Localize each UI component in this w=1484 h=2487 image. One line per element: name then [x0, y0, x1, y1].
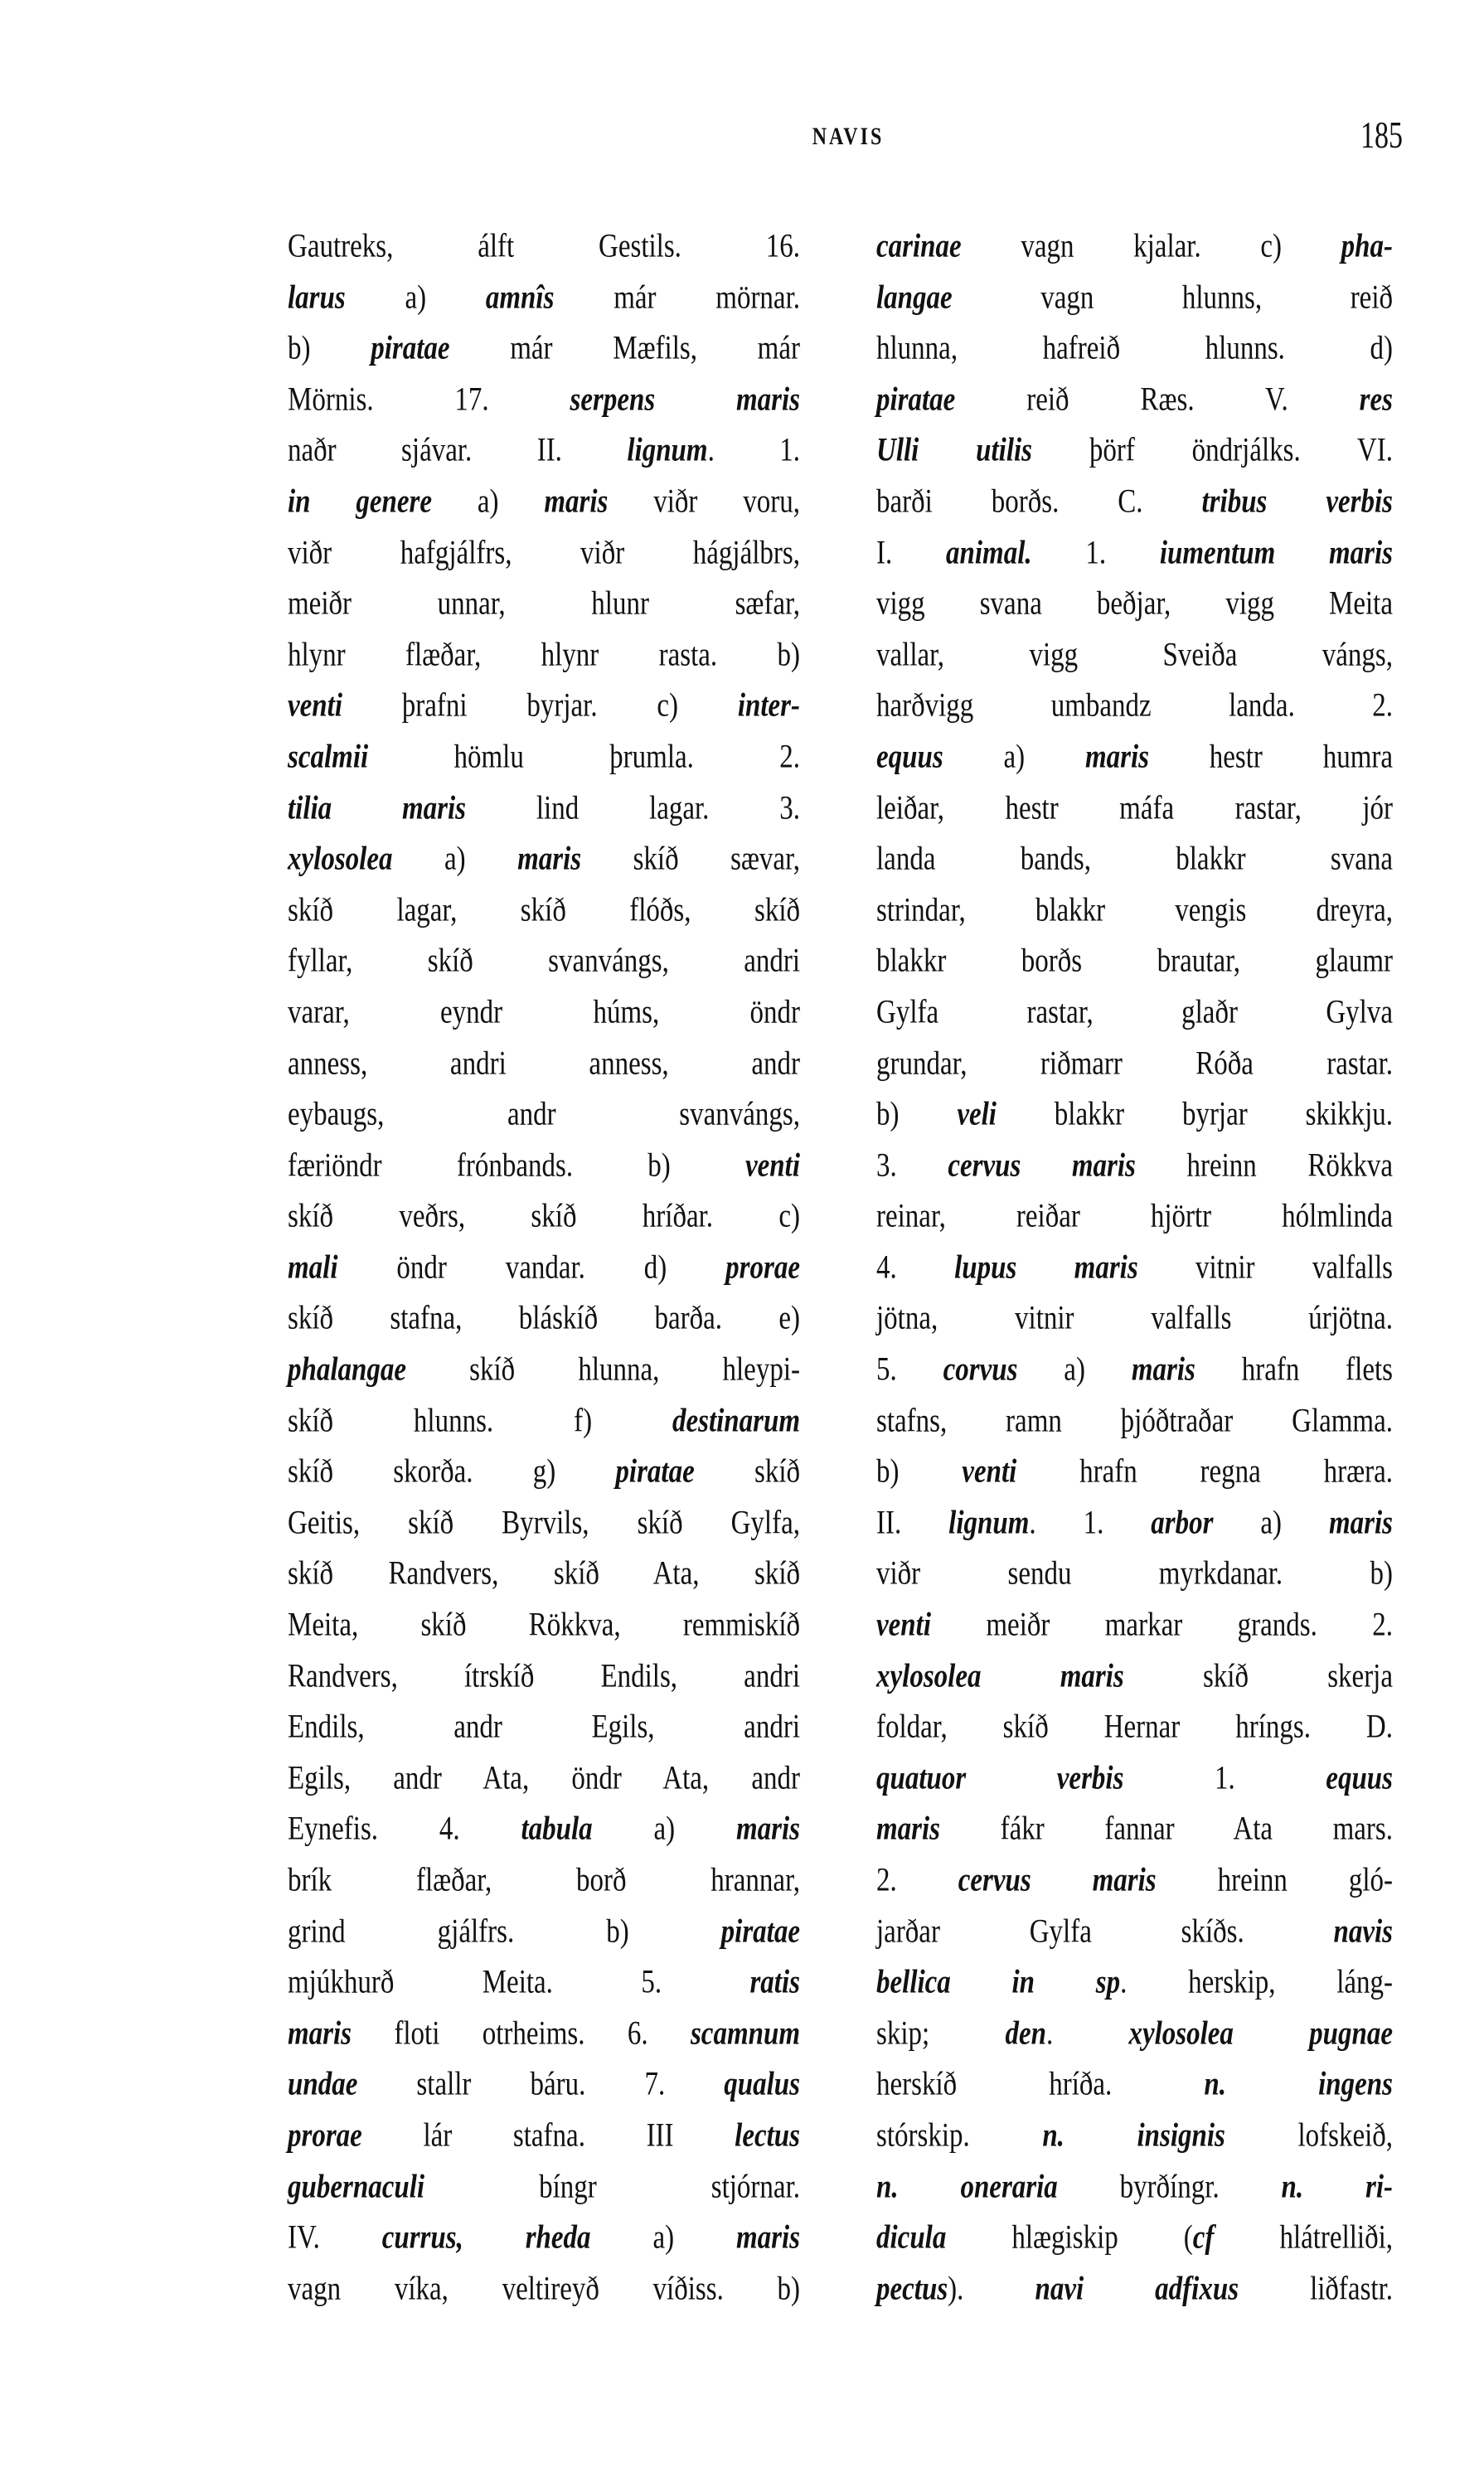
norse-text: . herskip, láng- — [1120, 1964, 1393, 2001]
latin-term: n. oneraria — [876, 2168, 1058, 2205]
norse-text: vagn kjalar. c) — [961, 228, 1341, 265]
latin-term: bellica in sp — [876, 1964, 1121, 2001]
text-column-left — [288, 224, 800, 2317]
latin-term: cervus maris — [948, 1147, 1136, 1184]
norse-text: meiðr markar grands. 2. — [930, 1607, 1393, 1644]
norse-text: hrafn flets — [1195, 1351, 1393, 1389]
norse-text: þörf öndrjálks. VI. — [1032, 432, 1393, 469]
latin-term: destinarum — [672, 1402, 800, 1439]
latin-term: larus — [288, 279, 346, 316]
latin-term: maris — [517, 841, 582, 878]
norse-text: Gautreks, álft Gestils. 16. — [288, 228, 800, 265]
norse-text: hrafn regna hræra. — [1016, 1453, 1393, 1491]
text-line-content — [876, 2258, 1393, 2320]
norse-text: lind lagar. 3. — [466, 789, 800, 827]
latin-term: iumentum maris — [1159, 534, 1394, 571]
norse-text: anness, andri anness, andr — [288, 1045, 800, 1082]
latin-term: lignum — [627, 432, 708, 469]
latin-term: maris — [544, 483, 609, 521]
norse-text: bíngr stjórnar. — [424, 2168, 800, 2205]
latin-term: maris — [876, 1811, 941, 1848]
latin-term: piratae — [615, 1453, 695, 1491]
norse-text: skíð skerja — [1123, 1657, 1393, 1694]
norse-text: b) — [876, 1453, 963, 1491]
norse-text: fyllar, skíð svanvángs, andri — [288, 943, 800, 980]
latin-term: maris — [288, 2014, 352, 2052]
norse-text: a) — [345, 279, 486, 316]
norse-text: Geitis, skíð Byrvils, skíð Gylfa, — [288, 1504, 800, 1541]
norse-text: már Mæfils, már — [449, 330, 800, 367]
latin-term: scamnum — [690, 2014, 800, 2052]
norse-text: IV. — [288, 2219, 382, 2257]
latin-term: xylosolea pugnae — [1128, 2014, 1394, 2052]
norse-text: a) — [1213, 1504, 1329, 1541]
norse-text: 2. — [876, 1862, 958, 1899]
latin-term: carinae — [876, 228, 962, 265]
text-line-content — [288, 2258, 800, 2320]
norse-text: 1. — [1123, 1759, 1326, 1796]
latin-term: prorae — [725, 1249, 800, 1286]
latin-term: venti — [288, 687, 342, 725]
latin-term: tribus verbis — [1201, 483, 1393, 521]
norse-text: a) — [1017, 1351, 1132, 1389]
latin-term: maris — [1328, 1504, 1393, 1541]
norse-text: landa bands, blakkr svana — [876, 841, 1393, 878]
latin-term: amnîs — [485, 279, 555, 316]
latin-term: piratae — [720, 1913, 800, 1950]
latin-term: equus — [1326, 1759, 1393, 1796]
norse-text: Randvers, ítrskíð Endils, andri — [288, 1657, 800, 1694]
latin-term: tabula — [521, 1811, 593, 1848]
latin-term: qualus — [724, 2066, 800, 2103]
norse-text: skíð — [694, 1453, 800, 1491]
norse-text: hömlu þrumla. 2. — [368, 739, 800, 776]
norse-text: a) — [943, 739, 1085, 776]
norse-text: strindar, blakkr vengis dreyra, — [876, 891, 1393, 928]
norse-text: 1. — [1031, 534, 1160, 571]
latin-term: phalangae — [288, 1351, 407, 1389]
norse-text: eybaugs, andr svanvángs, — [288, 1096, 800, 1133]
latin-term: navis — [1333, 1913, 1393, 1950]
latin-term: langae — [876, 279, 953, 316]
norse-text: hlynr flæðar, hlynr rasta. b) — [288, 636, 800, 673]
norse-text: viðr sendu myrkdanar. b) — [876, 1555, 1393, 1593]
norse-text: skíð stafna, bláskíð barða. e) — [288, 1300, 800, 1337]
norse-text: fákr fannar Ata mars. — [940, 1811, 1393, 1848]
latin-term: venti — [745, 1147, 800, 1184]
norse-text: skíð hlunna, hleypi- — [406, 1351, 800, 1389]
norse-text: . 1. — [707, 432, 800, 469]
norse-text: 5. — [876, 1351, 943, 1389]
norse-text: skíð skorða. g) — [288, 1453, 616, 1491]
running-head: NAVIS — [812, 123, 885, 151]
norse-text: hreinn Rökkva — [1135, 1147, 1394, 1184]
norse-text: skíð veðrs, skíð hríðar. c) — [288, 1198, 800, 1235]
norse-text: vagn víka, veltireyð víðiss. b) — [288, 2270, 800, 2307]
latin-term: maris — [735, 1811, 800, 1848]
norse-text: barði borðs. C. — [876, 483, 1202, 521]
norse-text: a) — [590, 2219, 736, 2257]
norse-text: a) — [392, 841, 518, 878]
norse-text: blakkr byrjar skikkju. — [996, 1096, 1393, 1133]
latin-term: currus, rheda — [381, 2219, 591, 2257]
norse-text: leiðar, hestr máfa rastar, jór — [876, 789, 1393, 827]
norse-text: floti otrheims. 6. — [352, 2014, 691, 2052]
norse-text: Eynefis. 4. — [288, 1811, 521, 1848]
norse-text: II. — [876, 1504, 949, 1541]
latin-term: corvus — [943, 1351, 1018, 1389]
norse-text: grundar, riðmarr Róða rastar. — [876, 1045, 1393, 1082]
norse-text: stórskip. — [876, 2117, 1043, 2155]
norse-text: skíð lagar, skíð flóðs, skíð — [288, 891, 800, 928]
latin-term: gubernaculi — [288, 2168, 425, 2205]
norse-text: liðfastr. — [1239, 2270, 1393, 2307]
latin-term: dicula — [876, 2219, 947, 2257]
latin-term: tilia maris — [288, 789, 467, 827]
latin-term: inter- — [737, 687, 800, 725]
norse-text: Gylfa rastar, glaðr Gylva — [876, 994, 1393, 1030]
norse-text: Meita, skíð Rökkva, remmiskíð — [288, 1607, 800, 1644]
latin-term: n. insignis — [1042, 2117, 1225, 2155]
latin-term: undae — [288, 2066, 358, 2103]
latin-term: venti — [962, 1453, 1017, 1491]
norse-text: már mörnar. — [554, 279, 800, 316]
norse-text: stallr báru. 7. — [357, 2066, 725, 2103]
latin-term: scalmii — [288, 739, 369, 776]
latin-term: piratae — [371, 330, 450, 367]
norse-text: hlunna, hafreið hlunns. d) — [876, 330, 1393, 367]
norse-text: Endils, andr Egils, andri — [288, 1709, 800, 1746]
latin-term: Ulli utilis — [876, 432, 1033, 469]
latin-term: ratis — [749, 1964, 800, 2001]
norse-text: meiðr unnar, hlunr sæfar, — [288, 585, 800, 623]
latin-term: n. ingens — [1204, 2066, 1393, 2103]
latin-term: in genere — [288, 483, 433, 521]
norse-text: brík flæðar, borð hrannar, — [288, 1862, 800, 1899]
latin-term: quatuor verbis — [876, 1759, 1124, 1796]
norse-text: I. — [876, 534, 946, 571]
norse-text: jarðar Gylfa skíðs. — [876, 1913, 1334, 1950]
latin-term: pha- — [1341, 228, 1393, 265]
latin-term: navi adfixus — [1035, 2270, 1239, 2307]
norse-text: færiöndr frónbands. b) — [288, 1147, 746, 1184]
norse-text: Egils, andr Ata, öndr Ata, andr — [288, 1759, 800, 1796]
norse-text: skíð hlunns. f) — [288, 1402, 672, 1439]
page-number: 185 — [1360, 113, 1403, 157]
norse-text: stafns, ramn þjóðtraðar Glamma. — [876, 1402, 1393, 1439]
norse-text: vallar, vigg Sveiða vángs, — [876, 636, 1393, 673]
norse-text: a) — [592, 1811, 736, 1848]
latin-term: maris — [1131, 1351, 1195, 1389]
norse-text: lofskeið, — [1225, 2117, 1394, 2155]
norse-text: hlátrelliði, — [1214, 2219, 1393, 2257]
norse-text: b) — [876, 1096, 958, 1133]
norse-text: herskíð hríða. — [876, 2066, 1205, 2103]
text-line — [876, 2266, 1393, 2318]
norse-text: Mörnis. 17. — [288, 381, 570, 418]
norse-text: naðr sjávar. II. — [288, 432, 628, 469]
latin-term: arbor — [1151, 1504, 1214, 1541]
latin-term: xylosolea — [288, 841, 393, 878]
norse-text: ). — [948, 2270, 1035, 2307]
norse-text: grind gjálfrs. b) — [288, 1913, 721, 1950]
latin-term: maris — [1084, 739, 1149, 776]
norse-text: hreinn gló- — [1156, 1862, 1394, 1899]
norse-text: foldar, skíð Hernar hríngs. D. — [876, 1709, 1393, 1746]
norse-text: byrðíngr. — [1057, 2168, 1282, 2205]
norse-text: hlægiskip ( — [946, 2219, 1193, 2257]
latin-term: cervus maris — [958, 1862, 1157, 1899]
latin-term: equus — [876, 739, 943, 776]
latin-term: lignum — [948, 1504, 1030, 1541]
norse-text: þrafni byrjar. c) — [342, 687, 738, 725]
norse-text: mjúkhurð Meita. 5. — [288, 1964, 750, 2001]
latin-term: den — [1005, 2014, 1046, 2052]
latin-term: veli — [957, 1096, 997, 1133]
norse-text: a) — [432, 483, 545, 521]
latin-term: animal. — [946, 534, 1032, 571]
latin-term: pectus — [876, 2270, 948, 2307]
latin-term: lupus maris — [954, 1249, 1138, 1286]
norse-text: viðr voru, — [608, 483, 800, 521]
latin-term: cf — [1192, 2219, 1215, 2257]
latin-term: res — [1359, 381, 1393, 418]
norse-text: blakkr borðs brautar, glaumr — [876, 943, 1393, 980]
latin-term: serpens maris — [570, 381, 800, 418]
norse-text: vitnir valfalls — [1137, 1249, 1393, 1286]
latin-term: maris — [735, 2219, 800, 2257]
latin-term: xylosolea maris — [876, 1657, 1124, 1694]
latin-term: piratae — [876, 381, 956, 418]
norse-text: varar, eyndr húms, öndr — [288, 994, 800, 1030]
norse-text: b) — [288, 330, 371, 367]
norse-text: . — [1045, 2014, 1129, 2052]
norse-text: vagn hlunns, reið — [952, 279, 1393, 316]
latin-term: lectus — [735, 2117, 800, 2155]
norse-text: reið Ræs. V. — [955, 381, 1360, 418]
norse-text: reinar, reiðar hjörtr hólmlinda — [876, 1198, 1393, 1235]
text-column-right — [876, 224, 1393, 2317]
norse-text: skíð Randvers, skíð Ata, skíð — [288, 1555, 800, 1593]
latin-term: mali — [288, 1249, 338, 1286]
text-line — [288, 2266, 800, 2318]
latin-term: n. ri- — [1281, 2168, 1393, 2205]
norse-text: öndr vandar. d) — [337, 1249, 726, 1286]
norse-text: . 1. — [1029, 1504, 1152, 1541]
norse-text: lár stafna. III — [361, 2117, 735, 2155]
norse-text: 4. — [876, 1249, 955, 1286]
norse-text: skip; — [876, 2014, 1006, 2052]
norse-text: jötna, vitnir valfalls úrjötna. — [876, 1300, 1393, 1337]
norse-text: viðr hafgjálfrs, viðr hágjálbrs, — [288, 534, 800, 571]
norse-text: vigg svana beðjar, vigg Meita — [876, 585, 1393, 623]
norse-text: harðvigg umbandz landa. 2. — [876, 687, 1393, 725]
norse-text: skíð sævar, — [581, 841, 800, 878]
latin-term: venti — [876, 1607, 931, 1644]
norse-text: hestr humra — [1148, 739, 1394, 776]
norse-text: 3. — [876, 1147, 948, 1184]
latin-term: prorae — [288, 2117, 362, 2155]
